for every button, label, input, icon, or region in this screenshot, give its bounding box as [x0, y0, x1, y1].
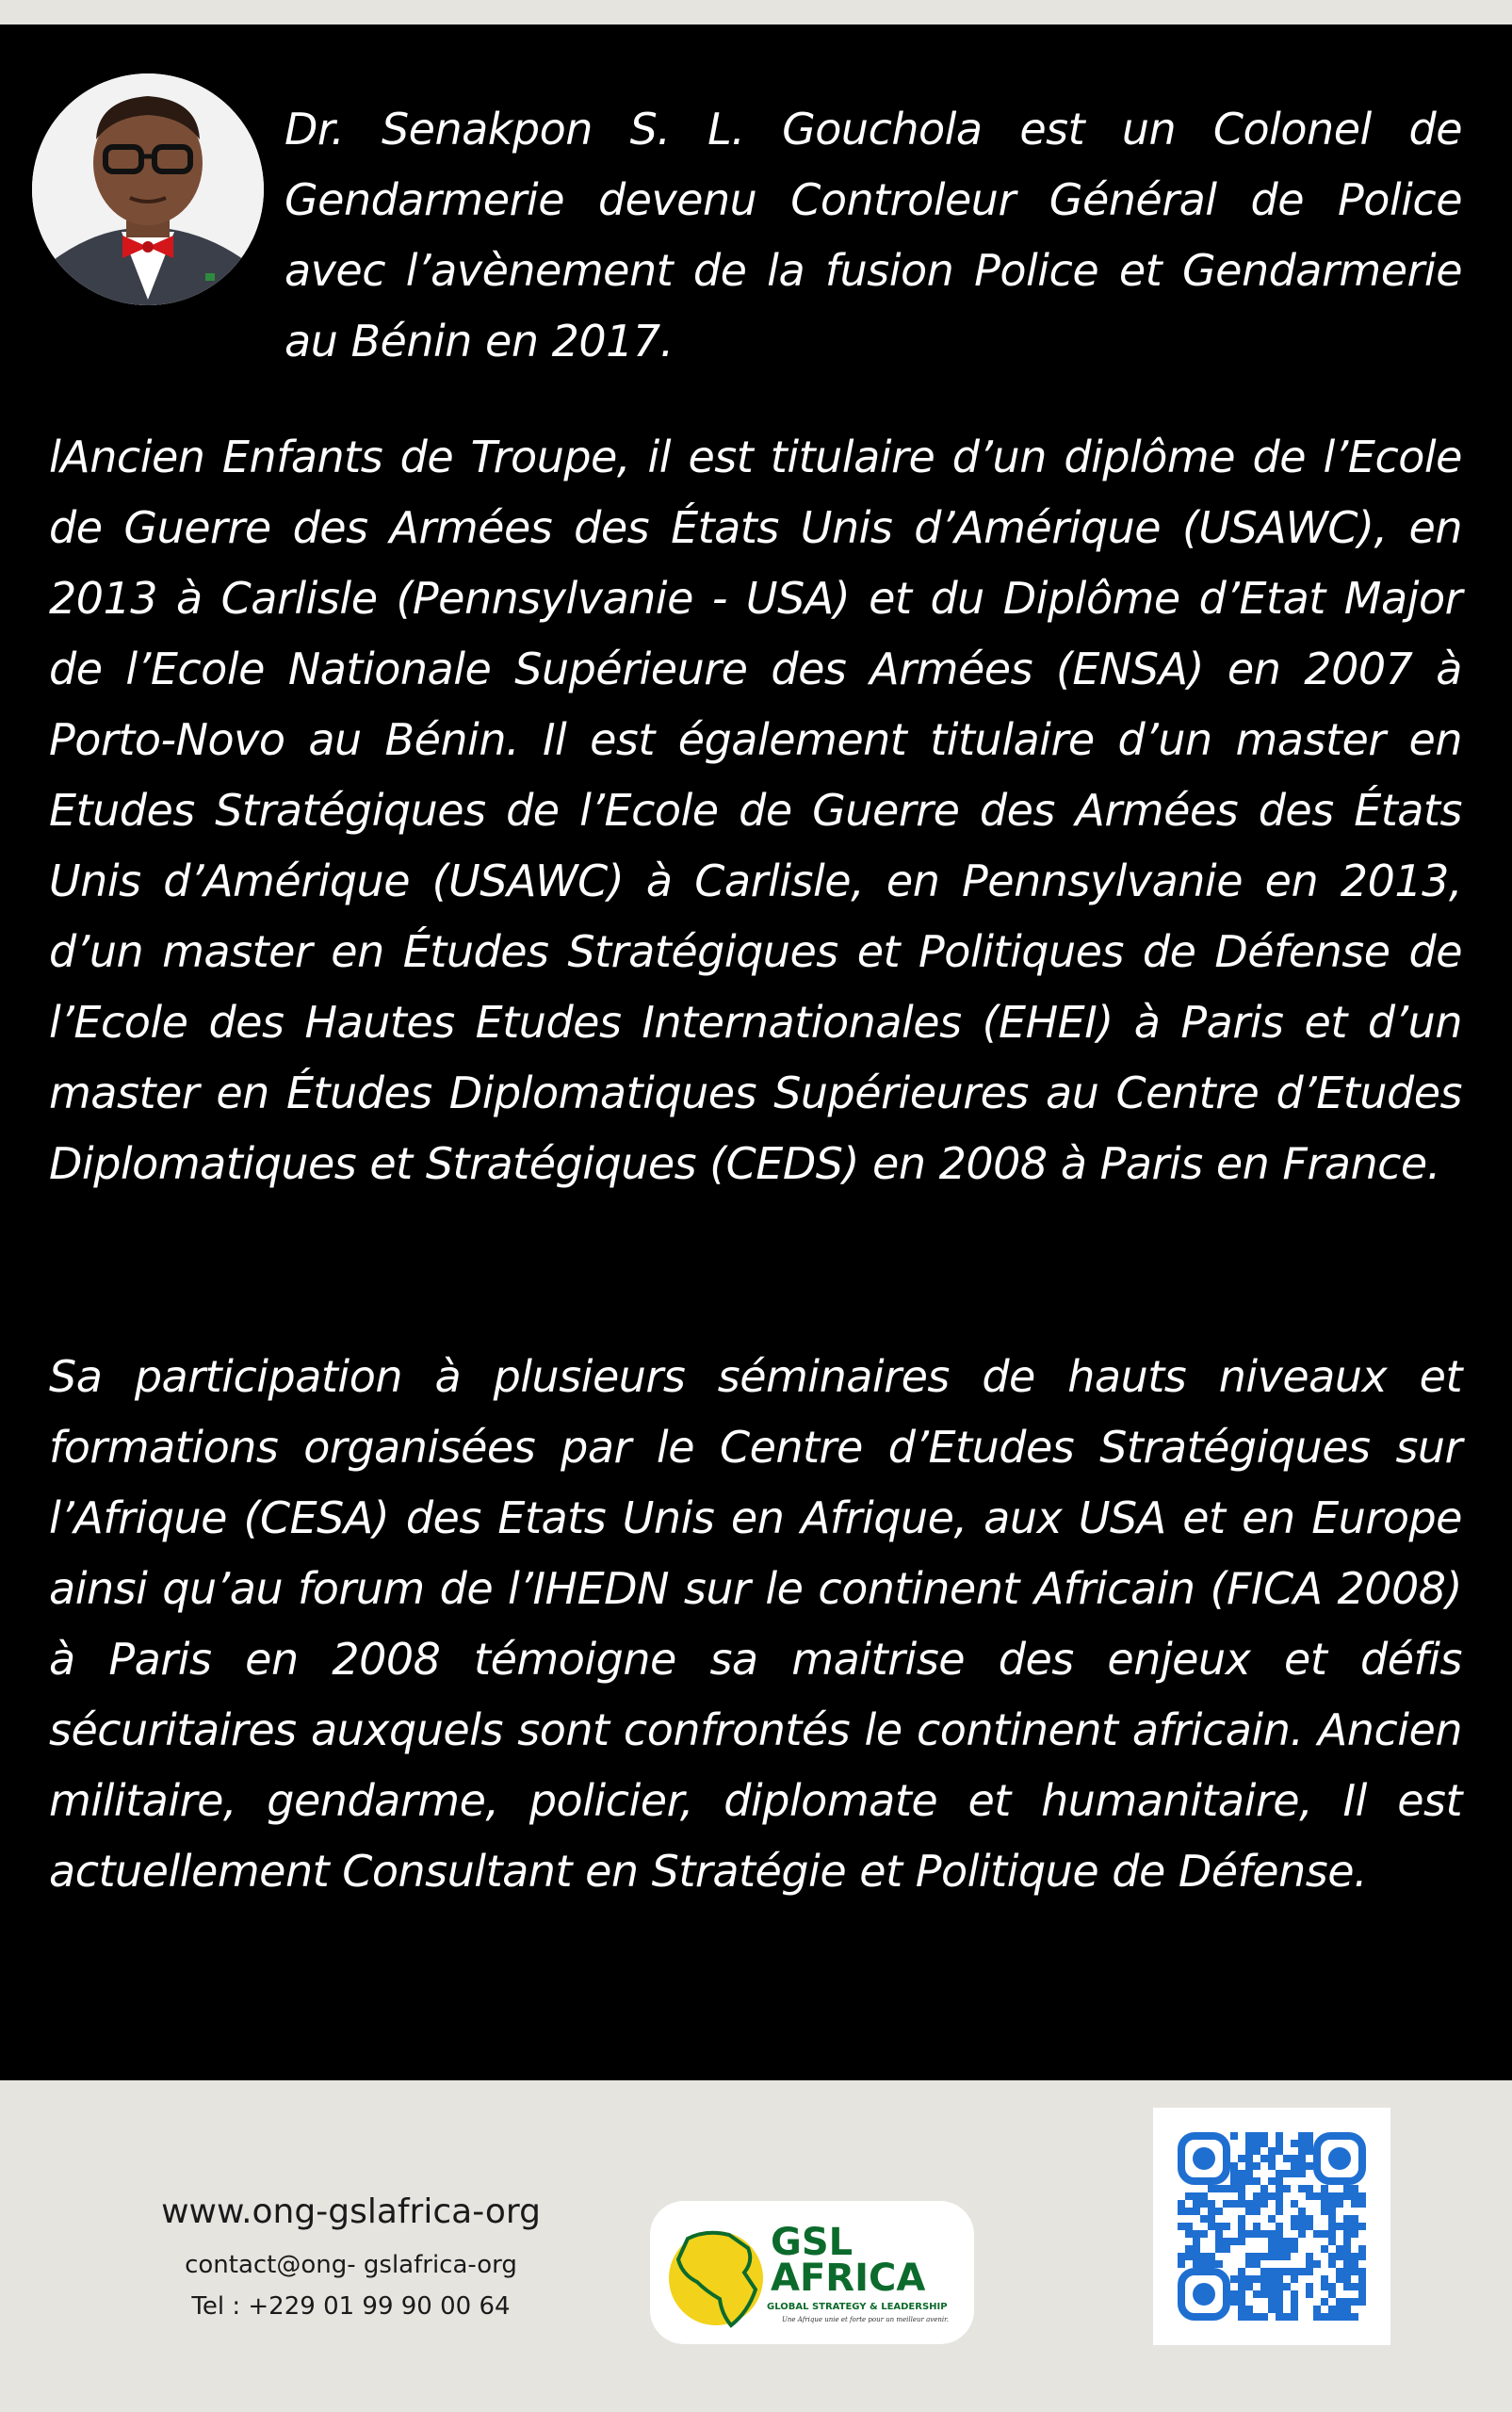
bio-paragraph-education: lAncien Enfants de Troupe, il est titulaire d’un diplôme de l’Ecole de Guerre des Armées des États Unis d’Amérique (USAWC), en 2013 à Carlisle (Pennsylvanie - USA) et du Diplôme d’Etat Major de l’Ecole Nationale Supérieure des Armées (ENSA) en 2007 à Porto-Novo au Bénin. Il est également titulaire d’un master en Etudes Stratégiques de l’Ecole de Guerre des Armées des États Unis d’Amérique (USAWC) à Carlisle, en Pennsylvanie en 2013, d’un master en Études Stratégiques et Politiques de Défense de l’Ecole des Hautes Etudes Internationales (EHEI) à Paris et d’un master en Études Diplomatiques Supérieures au Centre d’Etudes Diplomatiques et Stratégiques (CEDS) en 2008 à Paris en France.: [49, 432, 1462, 1189]
author-portrait: [32, 73, 264, 305]
logo-subtitle: GLOBAL STRATEGY & LEADERSHIP: [767, 2302, 948, 2312]
contact-phone: Tel : +229 01 99 90 00 64: [191, 2292, 511, 2321]
bio-paragraph-experience: Sa participation à plusieurs séminaires de hauts niveaux et formations organisées par le Centre d’Etudes Stratégiques sur l’Afrique (CESA) des Etats Unis en Afrique, aux USA et en Europe ainsi qu’au forum de l’IHEDN sur le continent Africain (FICA 2008) à Paris en 2008 témoigne sa maitrise des enjeux et défis sécuritaires auxquels sont confrontés le continent africain. Ancien militaire, gendarme, policier, diplomate et humanitaire, Il est actuellement Consultant en Stratégie et Politique de Défense.: [49, 1351, 1462, 1897]
qr-code[interactable]: [1153, 2108, 1390, 2345]
bio-intro: Dr. Senakpon S. L. Gouchola est un Colonel de Gendarmerie devenu Controleur Général de Police avec l’avènement de la fusion Police et Gendarmerie au Bénin en 2017.: [285, 104, 1462, 367]
website-link[interactable]: www.ong-gslafrica-org: [161, 2192, 541, 2231]
qr-code-icon: [1153, 2108, 1390, 2345]
logo-africa-text: AFRICA: [771, 2257, 926, 2300]
gsl-africa-logo: [650, 2201, 974, 2344]
logo-slogan: Une Afrique unie et forte pour un meilleur avenir.: [782, 2316, 949, 2323]
top-strip: [0, 0, 1512, 24]
logo-gsl-text: GSL: [771, 2221, 854, 2264]
contact-email[interactable]: contact@ong- gslafrica-org: [185, 2251, 517, 2279]
